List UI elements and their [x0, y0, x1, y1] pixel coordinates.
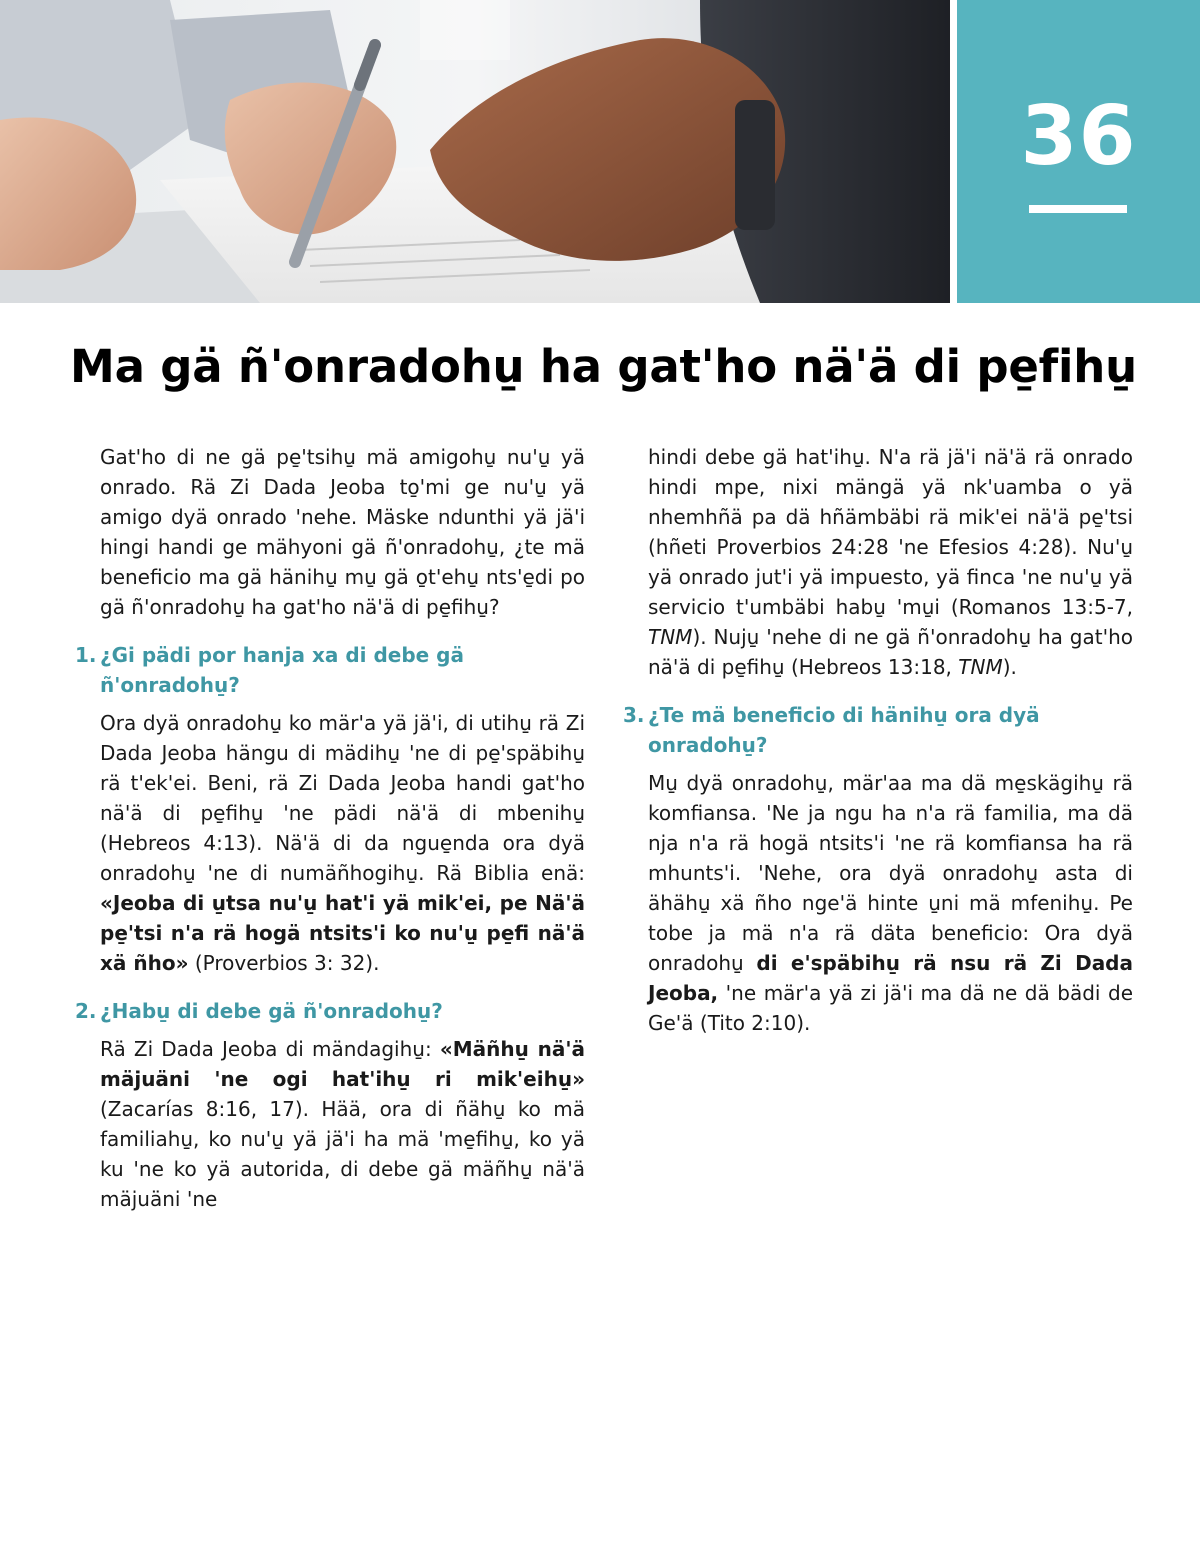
answer-text: Mu̱ dyä onradohu̱, mär'aa ma dä me̱skägihu̱ rä komfiansa. 'Ne ja ngu ha n'a rä familia, ma dä nja n'a rä hogä ntsits'i 'ne rä komfiansa ha rä mhunts'i. 'Nehe, ora dyä onradohu̱ asta di ähähu̱ xä ñho nge'ä hinte u̱ni mä mfenihu̱. Pe tobe ja mä n'a rä däta beneficio: Ora dyä onradohu̱: [648, 771, 1133, 975]
bible-quote: «Jeoba di u̱tsa nu'u̱ hat'i yä mik'ei, pe Nä'ä pe̱'tsi n'a rä hogä ntsits'i ko nu'u̱ pe̱fi nä'ä xä ñho»: [100, 891, 585, 975]
answer-text: ). Nuju̱ 'nehe di ne gä ñ'onradohu̱ ha gat'ho nä'ä di pe̱fihu̱ (Hebreos 13:18,: [648, 625, 1133, 679]
handshake-signing-illustration: [0, 0, 950, 303]
lesson-number: 36: [1020, 89, 1137, 184]
question-text: ¿Gi pädi por hanja xa di debe gä ñ'onradohu̱?: [100, 643, 464, 697]
answer-paragraph-2-continued: [648, 442, 1133, 682]
left-column: [75, 442, 585, 1232]
answer-paragraph-2: [100, 1034, 585, 1214]
question-number: 3.: [623, 703, 645, 727]
question-text: ¿Te mä beneficio di hänihu̱ ora dyä onradohu̱?: [648, 703, 1040, 757]
question-heading-1: [75, 640, 585, 700]
question-heading-3: [623, 700, 1133, 760]
bible-abbrev: TNM: [958, 655, 1003, 679]
answer-text: Rä Zi Dada Jeoba di mändagihu̱:: [100, 1037, 440, 1061]
answer-text-end: (Zacarías 8:16, 17). Hää, ora di ñähu̱ ko mä familiahu̱, ko nu'u̱ yä jä'i ha mä 'me̱fihu̱, ko yä ku 'ne ko yä autorida, di debe gä mäñhu̱ nä'ä mäjuäni 'ne: [100, 1097, 585, 1211]
lesson-number-box: [957, 0, 1200, 303]
hero-image: [0, 0, 950, 303]
right-column: [623, 442, 1133, 1056]
answer-text-end: (Proverbios 3: 32).: [188, 951, 380, 975]
page-title: Ma gä ñ'onradohu̱ ha gat'ho nä'ä di pe̱fihu̱: [70, 340, 1137, 393]
answer-paragraph-1: [100, 708, 585, 978]
answer-paragraph-3: [648, 768, 1133, 1038]
question-text: ¿Habu̱ di debe gä ñ'onradohu̱?: [100, 999, 443, 1023]
bold-phrase: di e'späbihu̱ rä nsu rä Zi Dada Jeoba,: [648, 951, 1133, 1005]
answer-text: hindi debe gä hat'ihu̱. N'a rä jä'i nä'ä rä onrado hindi mpe, nixi mängä yä nk'uamba o yä nhemhñä pa dä hñämbäbi rä mik'ei nä'ä pe̱'tsi (hñeti Proverbios 24:28 'ne Efesios 4:28). Nu'u̱ yä onrado jut'i yä impuesto, yä finca 'ne nu'u̱ yä servicio t'umbäbi habu̱ 'mu̱i (Romanos 13:5-7,: [648, 445, 1133, 619]
lesson-number-underline: [1029, 205, 1127, 213]
bible-quote: «Mäñhu̱ nä'ä mäjuäni 'ne ogi hat'ihu̱ ri mik'eihu̱»: [100, 1037, 585, 1091]
answer-text: Ora dyä onradohu̱ ko mär'a yä jä'i, di utihu̱ rä Zi Dada Jeoba hängu di mädihu̱ 'ne di pe̱'späbihu̱ rä t'ek'ei. Beni, rä Zi Dada Jeoba handi gat'ho nä'ä di pe̱fihu̱ 'ne pädi nä'ä di mbenihu̱ (Hebreos 4:13). Nä'ä di da ngue̱nda ora dyä onradohu̱ 'ne di numäñhogihu̱. Rä Biblia enä:: [100, 711, 585, 885]
question-heading-2: [75, 996, 585, 1026]
answer-text-end: 'ne mär'a yä zi jä'i ma dä ne dä bädi de Ge'ä (Tito 2:10).: [648, 981, 1133, 1035]
intro-paragraph: Gat'ho di ne gä pe̱'tsihu̱ mä amigohu̱ nu'u̱ yä onrado. Rä Zi Dada Jeoba to̱'mi ge nu'u̱ yä amigo dyä onrado 'nehe. Mäske ndunthi yä jä'i hingi handi ge mähyoni gä ñ'onradohu̱, ¿te mä beneficio ma gä hänihu̱ mu̱ gä o̱t'ehu̱ nts'e̱di po gä ñ'onradohu̱ ha gat'ho nä'ä di pe̱fihu̱?: [100, 445, 585, 619]
question-number: 2.: [75, 999, 97, 1023]
bible-abbrev: TNM: [648, 625, 693, 649]
question-number: 1.: [75, 643, 97, 667]
answer-text-end: ).: [1002, 655, 1017, 679]
